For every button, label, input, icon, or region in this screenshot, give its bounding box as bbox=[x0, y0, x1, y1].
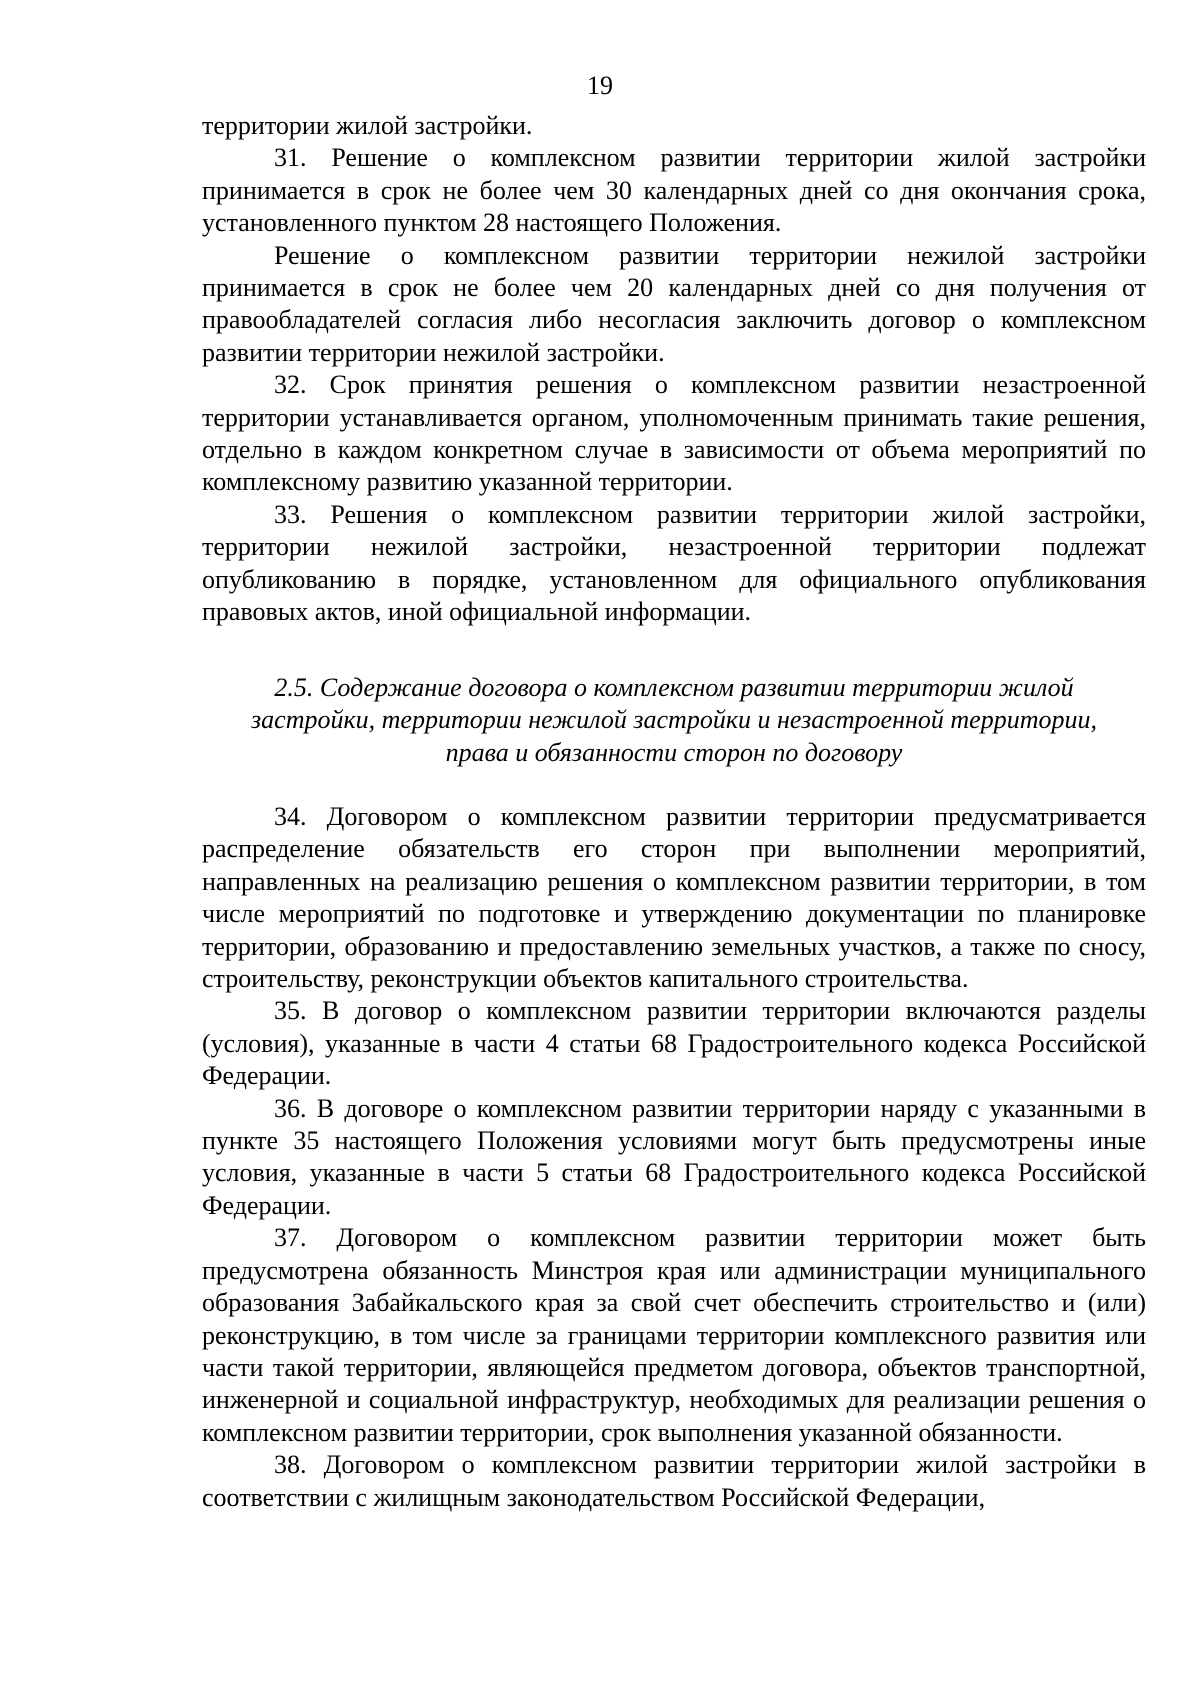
paragraph-38: 38. Договором о комплексном развитии территории жилой застройки в соответствии с жилищным законодательством Российской Федерации, bbox=[202, 1450, 1146, 1512]
heading-line-3: права и обязанности сторон по договору bbox=[445, 737, 903, 767]
heading-line-2: застройки, территории нежилой застройки и незастроенной территории, bbox=[251, 705, 1097, 735]
paragraph-37: 37. Договором о комплексном развитии территории может быть предусмотрена обязанность Минстроя края или администрации муниципального образования Забайкальского края за свой счет обеспечить строительство и (или) реконструкцию, в том числе за границами территории комплексного развития или части такой территории, являющейся предметом договора, объектов транспортной, инженерной и социальной инфраструктур, необходимых для реализации решения о комплексном развитии территории, срок выполнения указанной обязанности. bbox=[202, 1223, 1146, 1447]
paragraph-34: 34. Договором о комплексном развитии территории предусматривается распределение обязательств его сторон при выполнении мероприятий, направленных на реализацию решения о комплексном развитии территории, в том числе мероприятий по подготовке и утверждению документации по планировке территории, образованию и предоставлению земельных участков, а также по сносу, строительству, реконструкции объектов капитального строительства. bbox=[202, 802, 1146, 994]
page-number: 19 bbox=[587, 71, 613, 100]
paragraph-36: 36. В договоре о комплексном развитии территории наряду с указанными в пункте 35 настоящего Положения условиями могут быть предусмотрены иные условия, указанные в части 5 статьи 68 Градостроительного кодекса Российской Федерации. bbox=[202, 1093, 1146, 1220]
paragraph-33: 33. Решения о комплексном развитии территории жилой застройки, территории нежилой застройки, незастроенной территории подлежат опубликованию в порядке, установленном для официального опубликования правовых актов, иной официальной информации. bbox=[202, 499, 1146, 627]
section-heading-2-5 bbox=[202, 672, 1146, 769]
paragraph-35: 35. В договор о комплексном развитии территории включаются разделы (условия), указанные в части 4 статьи 68 Градостроительного кодекса Российской Федерации. bbox=[202, 996, 1146, 1091]
paragraph-continuation: территории жилой застройки. bbox=[202, 111, 533, 140]
text-block-bottom bbox=[202, 801, 1146, 1514]
paragraph-32: 32. Срок принятия решения о комплексном развитии незастроенной территории устанавливается органом, уполномоченным принимать такие решения, отдельно в каждом конкретном случае в зависимости от объема мероприятий по комплексному развитию указанной территории. bbox=[202, 370, 1146, 497]
text-block-top bbox=[202, 110, 1146, 629]
paragraph-31: 31. Решение о комплексном развитии территории жилой застройки принимается в срок не более чем 30 календарных дней со дня окончания срока, установленного пунктом 28 настоящего Положения. bbox=[202, 143, 1146, 238]
heading-line-1: 2.5. Содержание договора о комплексном развитии территории жилой bbox=[274, 673, 1074, 702]
paragraph-31-second: Решение о комплексном развитии территории нежилой застройки принимается в срок не более чем 20 календарных дней со дня получения от правообладателей согласия либо несогласия заключить договор о комплексном развитии территории нежилой застройки. bbox=[202, 240, 1146, 367]
